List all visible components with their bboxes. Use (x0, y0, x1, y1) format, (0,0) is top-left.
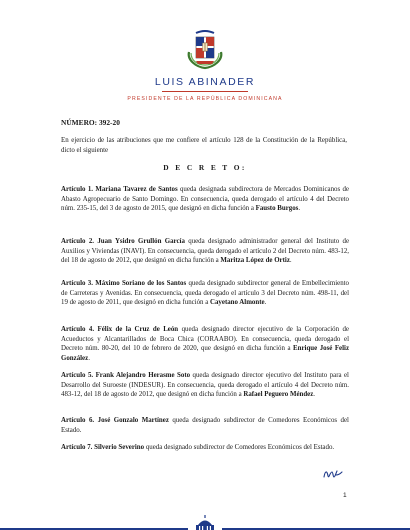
article-replaced: Fausto Burgos (255, 205, 299, 213)
article-label: Artículo 1. (61, 186, 93, 193)
page-number: 1 (343, 492, 347, 499)
header-subtitle: PRESIDENTE DE LA REPÚBLICA DOMINICANA (127, 96, 283, 102)
article-replaced: Enrique José Feliz González (61, 345, 349, 362)
decree-intro: En ejercicio de las atribuciones que me confiere el artículo 128 de la Constitución de la República, dicto el siguiente (61, 137, 347, 154)
article-text: queda designado director ejecutivo del Instituto para el Desarrollo del Suroeste (INDESUR). En consecuencia, queda derogado el artículo 4 del Decreto núm. 483-12, del 18 de agosto de 2012, que designó en dicha función a (61, 372, 349, 399)
article-end: . (264, 299, 267, 307)
article-text: queda designado director ejecutivo de la Corporación de Acueductos y Alcantarillados de Boca Chica (CORAABO). En consecuencia, queda derogado el Decreto núm. 80-20, del 10 de febrero de 2020, que designó en dicha función a (61, 326, 349, 353)
palace-dome-icon (193, 515, 217, 530)
article-end: . (298, 205, 301, 213)
article-label: Artículo 4. (61, 326, 95, 333)
header-name: LUIS ABINADER (154, 76, 256, 88)
article-end: . (289, 257, 292, 265)
article-label: Artículo 3. (61, 280, 93, 287)
article-text: queda designado administrador general del Instituto de Auxilios y Viviendas (INAVI). En consecuencia, queda derogado el artículo 2 del Decreto núm. 483-12, del 18 de agosto de 2012, que designó en dicha función a (61, 238, 350, 265)
article-3 (61, 279, 349, 308)
article-text: queda designado subdirector general de Embellecimiento de Carreteras y Avenidas. En consecuencia, queda derogado el artículo 3 del Decreto núm. 498-11, del 19 de agosto de 2011, que designó en dicha función a (61, 280, 349, 307)
article-person: Mariana Tavarez de Santos (95, 186, 178, 193)
article-person: José Gonzalo Martínez (97, 417, 169, 424)
article-replaced: Maritza López de Ortiz (220, 257, 290, 265)
article-2 (61, 237, 349, 266)
article-person: Frank Alejandro Herasme Soto (95, 372, 191, 379)
article-4 (61, 325, 349, 363)
article-replaced: Cayetano Almonte (210, 299, 265, 307)
article-label: Artículo 2. (61, 238, 94, 245)
article-label: Artículo 5. (61, 372, 94, 379)
article-text: queda designada subdirectora de Mercados Dominicanos de Abasto Agropecuario de Santo Domingo. En consecuencia, queda derogado el artículo 4 del Decreto núm. 235-15, del 3 de agosto de 2015, que designó en dicha función a (61, 186, 349, 213)
article-person: Silverio Severino (94, 444, 145, 451)
article-person: Félix de la Cruz de León (97, 326, 179, 333)
article-5 (61, 371, 349, 400)
coat-of-arms-icon (184, 30, 226, 70)
article-1 (61, 185, 349, 214)
article-6 (61, 416, 349, 435)
article-label: Artículo 6. (61, 417, 95, 424)
article-end: . (88, 354, 90, 362)
article-person: Máximo Soriano de los Santos (95, 280, 187, 287)
article-replaced: Rafael Peguero Méndez (243, 391, 314, 399)
article-end: . (313, 391, 316, 399)
article-text: queda designado subdirector de Comedores Económicos del Estado. (145, 444, 335, 451)
article-person: Juan Ysidro Grullón García (97, 238, 185, 245)
signature-icon (322, 467, 344, 481)
article-text: queda designado subdirector de Comedores Económicos del Estado. (61, 417, 349, 434)
decree-number: NÚMERO: 392-20 (61, 118, 120, 127)
decree-title: D E C R E T O: (163, 163, 247, 172)
header-divider (162, 91, 248, 92)
article-7 (61, 443, 349, 453)
article-label: Artículo 7. (61, 444, 93, 451)
